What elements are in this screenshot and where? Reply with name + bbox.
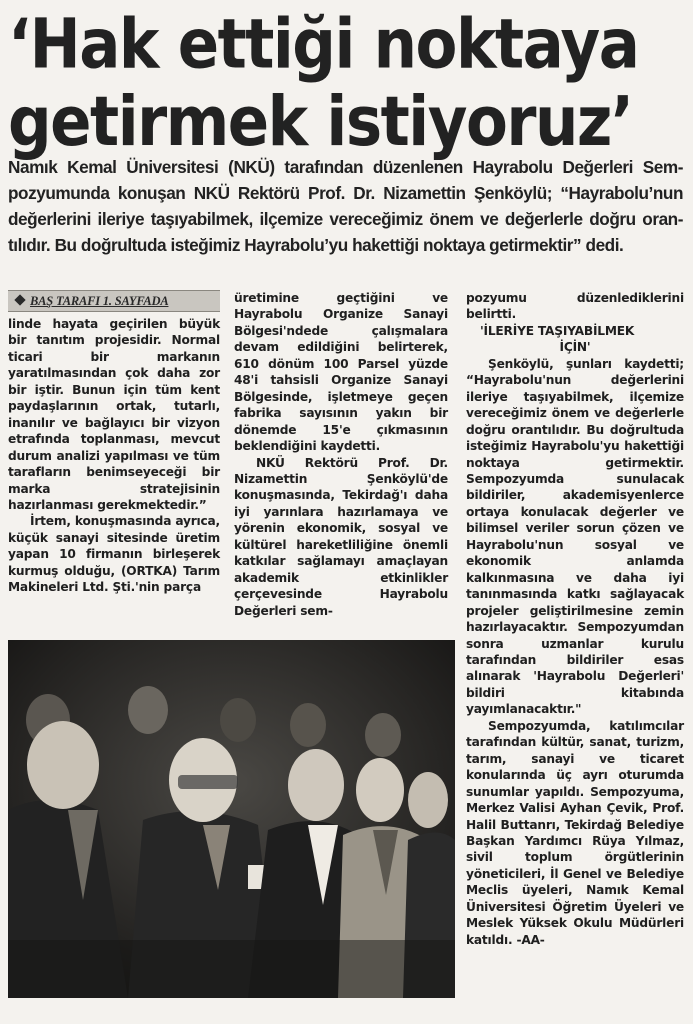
deck-line: değerlerini ileriye taşıyabilmek, ilçemize vereceğimiz önem ve değerlerle doğru oran- bbox=[8, 209, 683, 229]
deck-line: tılıdır. Bu doğrultuda isteğimiz Hayrabolu’yu hakettiği noktaya getirmektir” dedi. bbox=[8, 235, 624, 255]
paragraph: Sempozyumda, katılımcılar tarafından kültür, sanat, turizm, tarım, sanayi ve ticaret konularında üç ayrı oturumda sunumlar yapıldı. Sempozyuma, Merkez Valisi Ayhan Çevik, Prof. Halil Buttanrı, Tekirdağ Belediye Başkan Yardımcı Rüya Yılmaz, sivil toplum örgütlerinin yöneticileri, İl Genel ve Belediye Meclis üyeleri, Namık Kemal Üniversitesi Öğretim Üyeleri ve Meslek Yüksek Okulu Müdürleri katıldı. -AA- bbox=[466, 718, 684, 947]
diamond-icon bbox=[14, 294, 25, 305]
article-column-1 bbox=[8, 316, 220, 596]
continued-from-kicker bbox=[8, 290, 220, 312]
paragraph: pozyumu düzenlediklerini belirtti. bbox=[466, 291, 684, 322]
headline-line-2: getirmek istiyoruz’ bbox=[8, 82, 633, 162]
kicker-label: BAŞ TARAFI 1. SAYFADA bbox=[30, 294, 169, 308]
subheading: 'İLERİYE TAŞIYABİLMEK bbox=[480, 323, 635, 338]
deck bbox=[8, 154, 683, 258]
article-column-2 bbox=[234, 290, 448, 619]
deck-line: Namık Kemal Üniversitesi (NKÜ) tarafından düzenlenen Hayrabolu Değerleri Sem- bbox=[8, 157, 683, 177]
headline-line-1: ‘Hak ettiği noktaya bbox=[8, 4, 639, 85]
paragraph: linde hayata geçirilen büyük bir tanıtım projesidir. Normal ticari bir markanın yaratılmasından çok daha zor bir iştir. Bunun için tüm kent paydaşlarının ortak, tutarlı, inanılır ve bağlayıcı bir vizyon etrafında toplanması, mevcut durum analizi yapılması ve tüm tarafların benimseyeceği bir marka stratejisinin hazırlanması gerekmektedir.” bbox=[8, 317, 220, 512]
subheading: İÇİN' bbox=[559, 340, 591, 355]
headline bbox=[8, 6, 688, 161]
deck-line: pozyumunda konuşan NKÜ Rektörü Prof. Dr. Nizamettin Şenköylü; “Hayrabolu’nun bbox=[8, 183, 683, 203]
article-column-3 bbox=[466, 290, 684, 948]
paragraph: üretimine geçtiğini ve Hayrabolu Organize Sanayi Bölgesi'ndede çalışmalara devam edildiğini belirterek, 610 dönüm 100 Parsel yüzde 48'i tahsisli Organize Sanayi Bölgesinde, işletmeye geçen fabrika sayısının yakın bir dönemde 15'e çıkmasının beklendiğini kaydetti. bbox=[234, 291, 448, 454]
paragraph: İrtem, konuşmasında ayrıca, küçük sanayi sitesinde üretim yapan 10 firmanın birleşerek kurmuş olduğu, (ORTKA) Tarım Makineleri Ltd. Şti.'nin parça bbox=[8, 514, 220, 595]
paragraph: Şenköylü, şunları kaydetti; “Hayrabolu'nun değerlerini ileriye taşıyabilmek, ilçemize vereceğimiz önem ve değerlerle doğru orantılıdır. Bu doğrultuda isteğimiz Hayrabolu'yu hakettiği noktaya getirmektir. Sempozyumda sunulacak bildiriler, akademisyenlerce ortaya konulacak değerler ve bilimsel veriler sorun çözen ve Hayrabolu'nun sosyal ve ekonomik anlamda kalkınmasına ve daha iyi tanınmasında katkı sağlayacak projeler geliştirilmesine zemin hazırlayacaktır. Sempozyumdan sonra uzmanlar kurulu tarafından bildiriler esas alınarak 'Hayrabolu Değerleri' bildiri kitabında yayımlanacaktır." bbox=[466, 356, 684, 717]
audience-photo-graphic bbox=[8, 640, 455, 998]
event-photo bbox=[8, 640, 455, 998]
paragraph: NKÜ Rektörü Prof. Dr. Nizamettin Şenköylü'de konuşmasında, Tekirdağ'ı daha iyi yarınlara hazırlamaya ve yörenin ekonomik, sosyal ve kültürel hareketliliğine önemli katkılar sağlamayı amaçlayan akademik etkinlikler çerçevesinde Hayrabolu Değerleri sem- bbox=[234, 455, 448, 618]
